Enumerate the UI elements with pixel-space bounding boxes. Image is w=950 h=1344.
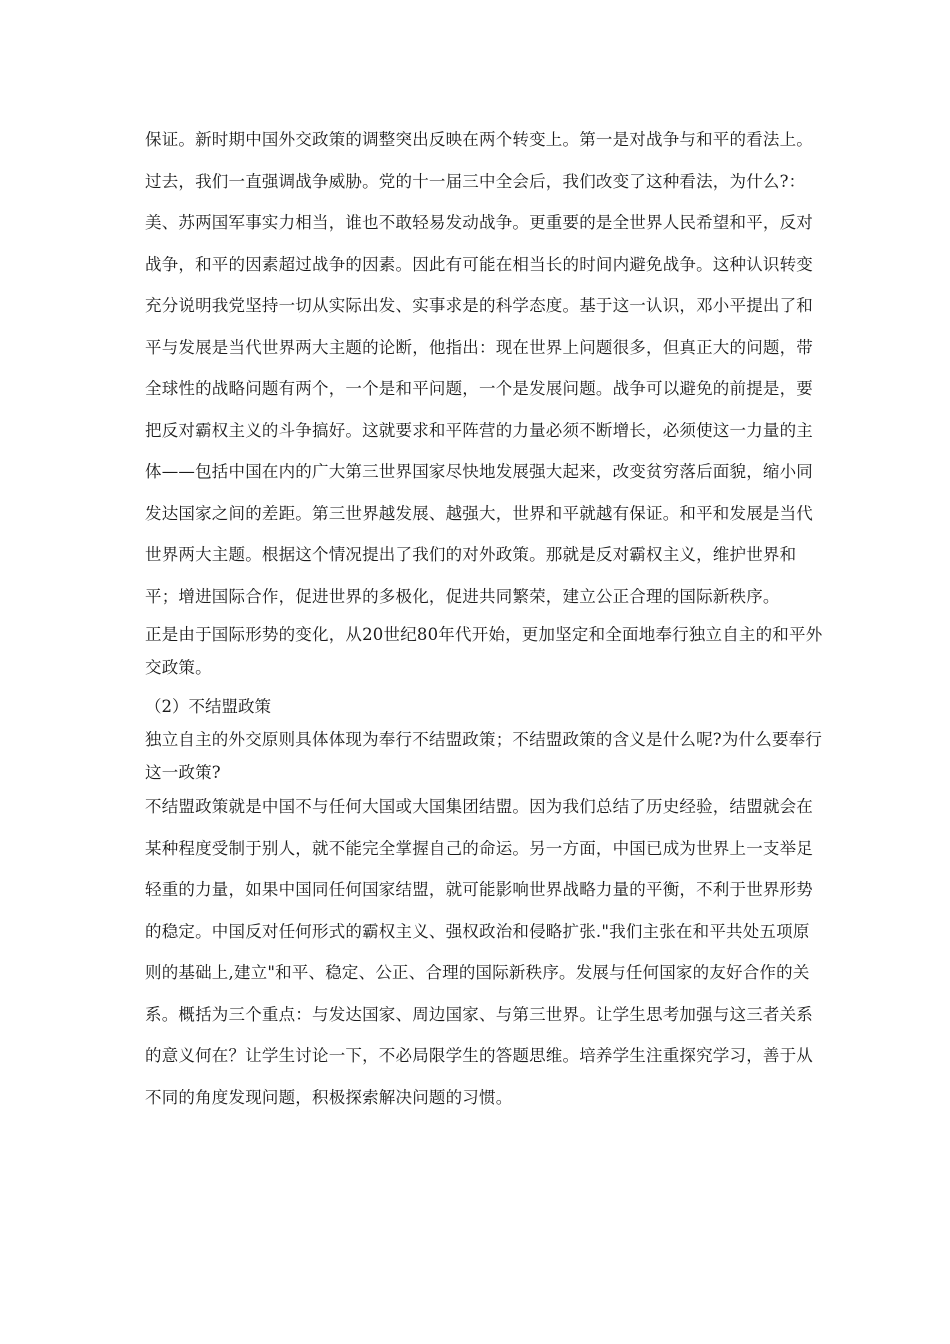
section-heading-non-alignment: （2）不结盟政策: [145, 697, 271, 716]
paragraph-peace-development: 保证。新时期中国外交政策的调整突出反映在两个转变上。第一是对战争与和平的看法上。过去，我们一直强调战争威胁。党的十一届三中全会后，我们改变了这种看法，为什么?：美、苏两国军事实力相当，谁也不敢轻易发动战争。更重要的是全世界人民希望和平，反对战争，和平的因素超过战争的因素。因此有可能在相当长的时间内避免战争。这种认识转变充分说明我党坚持一切从实际出发、实事求是的科学态度。基于这一认识，邓小平提出了和平与发展是当代世界两大主题的论断，他指出：现在世界上问题很多，但真正大的问题，带全球性的战略问题有两个，一个是和平问题，一个是发展问题。战争可以避免的前提是，要把反对霸权主义的斗争搞好。这就要求和平阵营的力量必须不断增长，必须使这一力量的主体——包括中国在内的广大第三世界国家尽快地发展强大起来，改变贫穷落后面貌，缩小同发达国家之间的差距。第三世界越发展、越强大，世界和平就越有保证。和平和发展是当代世界两大主题。根据这个情况提出了我们的对外政策。那就是反对霸权主义，维护世界和平；增进国际合作，促进世界的多极化，促进共同繁荣，建立公正合理的国际新秩序。: [145, 130, 813, 606]
document-body: [145, 119, 825, 1118]
paragraph-independent-policy: 正是由于国际形势的变化，从20世纪80年代开始，更加坚定和全面地奉行独立自主的和平外交政策。: [145, 625, 823, 677]
paragraph-non-alignment-explanation: 不结盟政策就是中国不与任何大国或大国集团结盟。因为我们总结了历史经验，结盟就会在某种程度受制于别人，就不能完全掌握自己的命运。另一方面，中国已成为世界上一支举足轻重的力量，如果中国同任何国家结盟，就可能影响世界战略力量的平衡，不利于世界形势的稳定。中国反对任何形式的霸权主义、强权政治和侵略扩张."我们主张在和平共处五项原则的基础上,建立"和平、稳定、公正、合理的国际新秩序。发展与任何国家的友好合作的关系。概括为三个重点：与发达国家、周边国家、与第三世界。让学生思考加强与这三者关系的意义何在？让学生讨论一下，不必局限学生的答题思维。培养学生注重探究学习，善于从不同的角度发现问题，积极探索解决问题的习惯。: [145, 797, 813, 1107]
paragraph-non-alignment-question: 独立自主的外交原则具体体现为奉行不结盟政策；不结盟政策的含义是什么呢?为什么要奉行这一政策?: [145, 730, 823, 782]
